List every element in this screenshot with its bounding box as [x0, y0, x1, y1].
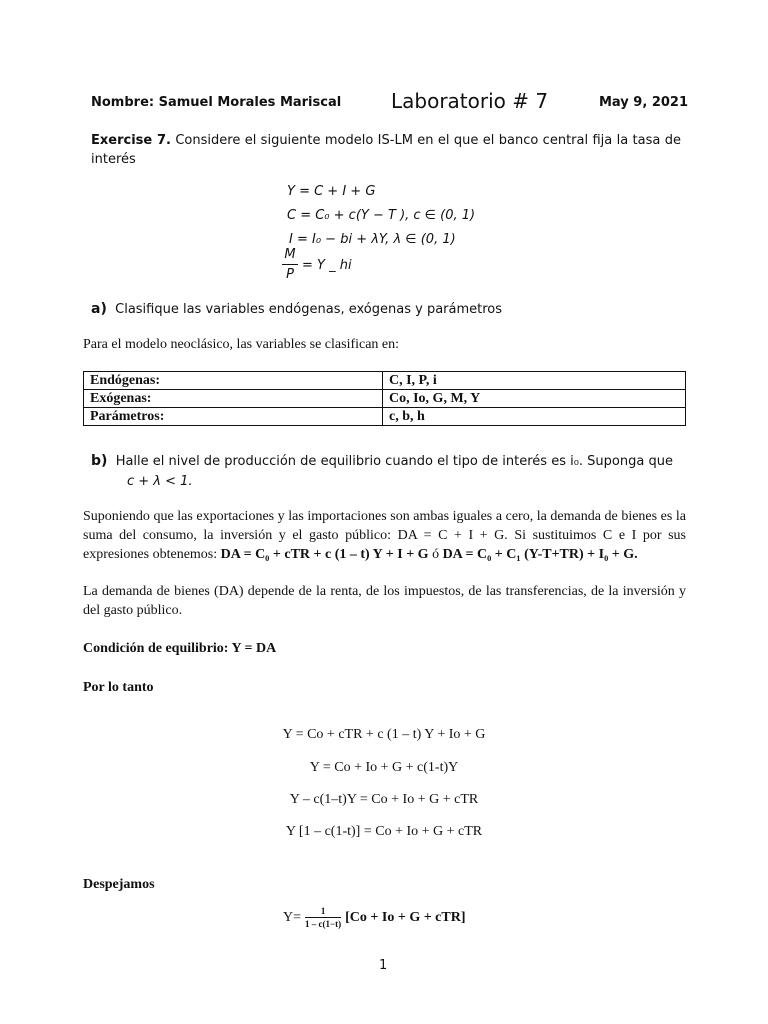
table-row [84, 390, 686, 408]
classification-intro: Para el modelo neoclásico, las variables se clasifican en: [83, 337, 400, 352]
equation-3: I = I₀ − bi + λY, λ ∈ (0, 1) [289, 232, 456, 247]
final-equation [283, 906, 466, 929]
demand-text: Suponiendo que las exportaciones y las importaciones son ambas iguales a cero, la demanda de bienes es la suma del consumo, la inversión y el gasto público: DA = C + I + G. Si sustituimos C e I por sus expresiones obtenemos: [83, 509, 686, 562]
document-title: Laboratorio # 7 [391, 89, 549, 113]
demand-paragraph [83, 507, 686, 564]
table-cell-value: Co, Io, G, M, Y [383, 390, 686, 408]
final-fraction [305, 906, 341, 929]
step-equation-1: Y = Co + cTR + c (1 – t) Y + Io + G [282, 727, 486, 742]
equation-4-denominator: P [286, 267, 294, 282]
final-rhs: [Co + Io + G + cTR] [345, 909, 466, 925]
table-cell-value: c, b, h [383, 408, 686, 426]
classification-table [83, 371, 686, 426]
table-cell-label: Exógenas: [84, 390, 383, 408]
student-name: Nombre: Samuel Morales Mariscal [91, 95, 342, 110]
table-cell-label: Parámetros: [84, 408, 383, 426]
table-row [84, 408, 686, 426]
demand-connector: ó [428, 547, 443, 562]
solve-label: Despejamos [83, 877, 155, 892]
question-b-condition: c + λ < 1. [127, 474, 193, 489]
question-a-label: a) [91, 301, 107, 317]
equation-4-rhs: = Y _ hi [302, 258, 352, 273]
equation-2: C = C₀ + c(Y − T ), c ∈ (0, 1) [287, 208, 476, 223]
question-b [91, 451, 681, 492]
table-cell-value: C, I, P, i [383, 372, 686, 390]
step-equation-3: Y – c(1–t)Y = Co + Io + G + cTR [289, 792, 479, 807]
demand-depends-paragraph: La demanda de bienes (DA) depende de la renta, de los impuestos, de las transferencias, de la inversión y del gasto público. [83, 584, 686, 618]
step-equation-4: Y [1 – c(1-t)] = Co + Io + G + cTR [285, 824, 483, 839]
table-cell-label: Endógenas: [84, 372, 383, 390]
question-b-text: Halle el nivel de producción de equilibrio cuando el tipo de interés es i₀. Suponga que [115, 454, 673, 469]
final-numerator: 1 [320, 906, 326, 916]
page-number: 1 [379, 958, 388, 973]
question-a [91, 301, 502, 317]
table-row [84, 372, 686, 390]
final-lhs: Y= [283, 909, 302, 925]
therefore-label: Por lo tanto [83, 680, 154, 695]
question-a-text: Clasifique las variables endógenas, exógenas y parámetros [115, 302, 503, 317]
exercise-statement [91, 131, 681, 169]
question-b-label: b) [91, 453, 108, 469]
equilibrium-condition: Condición de equilibrio: Y = DA [83, 641, 277, 656]
equation-1: Y = C + I + G [287, 184, 376, 199]
equation-4-numerator: M [284, 247, 296, 262]
exercise-label: Exercise 7. [91, 133, 171, 148]
demand-formula-1: DA = C₀ + cTR + c (1 – t) Y + I + G [220, 547, 429, 562]
step-equation-2: Y = Co + Io + G + c(1-t)Y [309, 760, 459, 775]
exercise-text: Considere el siguiente modelo IS-LM en el que el banco central fija la tasa de interés [91, 133, 681, 167]
final-denominator: 1 – c(1−t) [305, 919, 342, 929]
demand-formula-2: DA = C₀ + C₁ (Y-T+TR) + I₀ + G. [442, 547, 638, 562]
equation-4-fraction [282, 247, 298, 282]
document-date: May 9, 2021 [599, 95, 689, 110]
